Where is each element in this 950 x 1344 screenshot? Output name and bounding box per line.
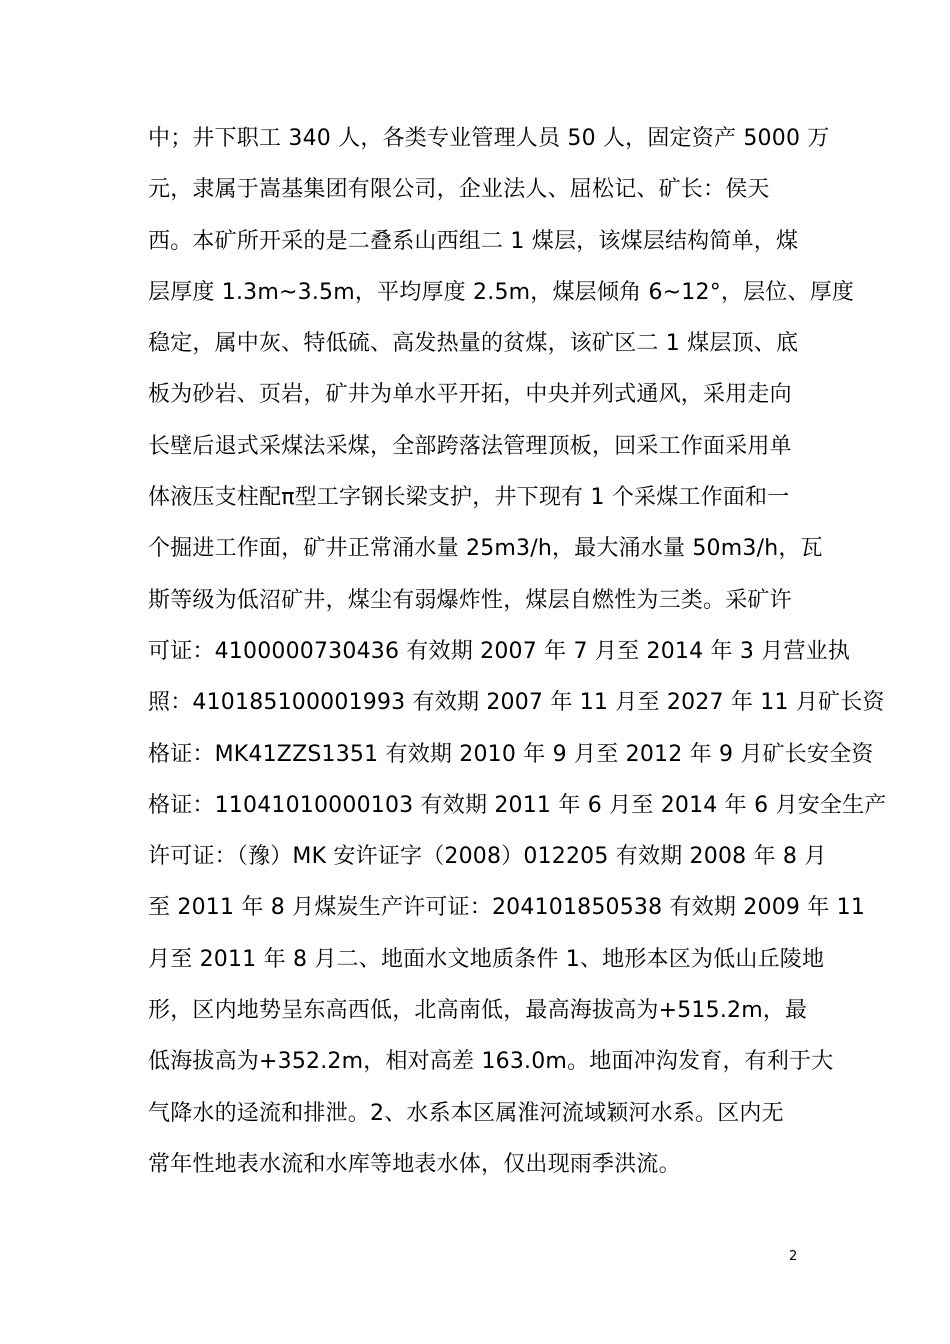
text-line: 长壁后退式采煤法采煤，全部跨落法管理顶板，回采工作面采用单 xyxy=(148,433,792,459)
text-line: 至 2011 年 8 月煤炭生产许可证：204101850538 有效期 2009 年 11 xyxy=(148,895,866,921)
text-line: 照：410185100001993 有效期 2007 年 11 月至 2027 年 11 月矿长资 xyxy=(148,690,885,716)
text-line: 个掘进工作面，矿井正常涌水量 25m3/h，最大涌水量 50m3/h，瓦 xyxy=(148,536,823,562)
text-line: 许可证：（豫）MK 安许证字（2008）012205 有效期 2008 年 8 月 xyxy=(148,844,827,870)
text-line: 斯等级为低沼矿井，煤尘有弱爆炸性，煤层自燃性为三类。采矿许 xyxy=(148,587,792,613)
text-line: 元，隶属于嵩基集团有限公司，企业法人、屈松记、矿长：侯天 xyxy=(148,177,770,203)
text-line: 形，区内地势呈东高西低，北高南低，最高海拔高为+515.2m，最 xyxy=(148,998,808,1024)
text-line: 低海拔高为+352.2m，相对高差 163.0m。地面冲沟发育，有利于大 xyxy=(148,1049,834,1075)
text-line: 格证：11041010000103 有效期 2011 年 6 月至 2014 年 6 月安全生产 xyxy=(148,792,887,818)
text-line: 稳定，属中灰、特低硫、高发热量的贫煤，该矿区二 1 煤层顶、底 xyxy=(148,331,799,357)
text-line: 层厚度 1.3m~3.5m，平均厚度 2.5m，煤层倾角 6~12°，层位、厚度 xyxy=(148,279,855,305)
text-line: 气降水的迳流和排泄。2、水系本区属淮河流域颖河水系。区内无 xyxy=(148,1100,784,1126)
text-line: 常年性地表水流和水库等地表水体，仅出现雨季洪流。 xyxy=(148,1151,681,1177)
text-line: 格证：MK41ZZS1351 有效期 2010 年 9 月至 2012 年 9 月矿长安全资 xyxy=(148,741,874,767)
page-number: 2 xyxy=(789,1249,798,1264)
text-line: 西。本矿所开采的是二叠系山西组二 1 煤层，该煤层结构简单，煤 xyxy=(148,228,799,254)
text-line: 体液压支柱配π型工字钢长梁支护，井下现有 1 个采煤工作面和一 xyxy=(148,485,790,511)
document-body xyxy=(148,113,887,1190)
text-line: 可证：4100000730436 有效期 2007 年 7 月至 2014 年 3 月营业执 xyxy=(148,638,851,664)
text-line: 月至 2011 年 8 月二、地面水文地质条件 1、地形本区为低山丘陵地 xyxy=(148,946,825,972)
text-line: 中；井下职工 340 人，各类专业管理人员 50 人，固定资产 5000 万 xyxy=(148,126,830,151)
text-line: 板为砂岩、页岩，矿井为单水平开拓，中央并列式通风，采用走向 xyxy=(148,382,792,408)
